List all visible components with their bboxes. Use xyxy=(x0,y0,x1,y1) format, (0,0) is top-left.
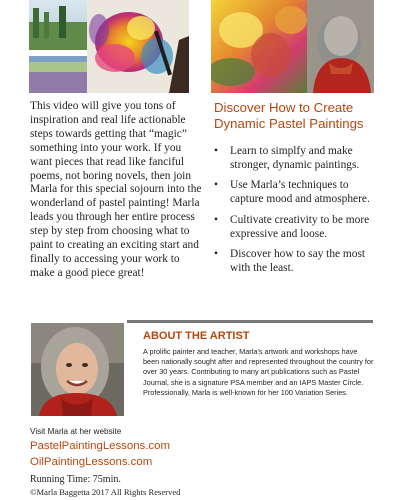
bullet-icon: • xyxy=(214,248,218,261)
benefit-item xyxy=(214,248,384,276)
benefit-text: Cultivate creativity to be more expressive and loose. xyxy=(230,213,370,240)
intro-paragraph: This video will give you tons of inspiration and real life actionable steps towards getting that “magic” something into your work. If you want pieces that read like fanciful poems, not boring novels, then join Marla for this special sojourn into the wonderland of pastel painting! Marla leads you through her entire process step by step from choosing what to paint to creating an exciting start and finally to accessing your work to make a good piece great! xyxy=(30,100,202,279)
pastel-website-link[interactable]: PastelPaintingLessons.com xyxy=(30,440,170,452)
artist-portrait xyxy=(31,323,124,416)
bullet-icon: • xyxy=(214,179,218,192)
running-time: Running Time: 75min. xyxy=(30,474,121,485)
painting-demo-photo xyxy=(29,0,189,93)
section-divider xyxy=(127,320,373,323)
painting-demo-illustration xyxy=(29,0,189,93)
bullet-icon: • xyxy=(214,213,218,226)
benefits-list xyxy=(214,145,384,283)
benefit-item xyxy=(214,179,384,207)
benefit-text: Learn to simplfy and make stronger, dynamic paintings. xyxy=(230,145,360,171)
benefit-item xyxy=(214,145,384,173)
artist-painting-photo xyxy=(211,0,374,93)
benefit-text: Use Marla’s techniques to capture mood and atmosphere. xyxy=(230,179,370,206)
artist-at-easel-illustration xyxy=(211,0,374,93)
copyright-notice: ©Marla Baggetta 2017 All Rights Reserved xyxy=(30,487,181,497)
about-artist-heading: ABOUT THE ARTIST xyxy=(143,330,250,342)
website-intro-text: Visit Marla at her website xyxy=(30,427,122,436)
discover-heading: Discover How to Create Dynamic Pastel Paintings xyxy=(214,100,364,131)
benefit-item xyxy=(214,214,384,242)
benefit-text: Discover how to say the most with the least. xyxy=(230,248,366,275)
about-artist-text: A prolific painter and teacher, Marla’s artwork and workshops have been nationally sought after and represented throughout the country for over 30 years. Contributing to many art publications such as Pastel Journal, she is a signature PSA member and an IAPS Master Circle. Professionally, Marla is well-known for her 100 Variation Series. xyxy=(143,347,374,397)
bullet-icon: • xyxy=(214,145,218,157)
oil-website-link[interactable]: OilPaintingLessons.com xyxy=(30,456,153,468)
artist-portrait-illustration xyxy=(31,323,124,416)
